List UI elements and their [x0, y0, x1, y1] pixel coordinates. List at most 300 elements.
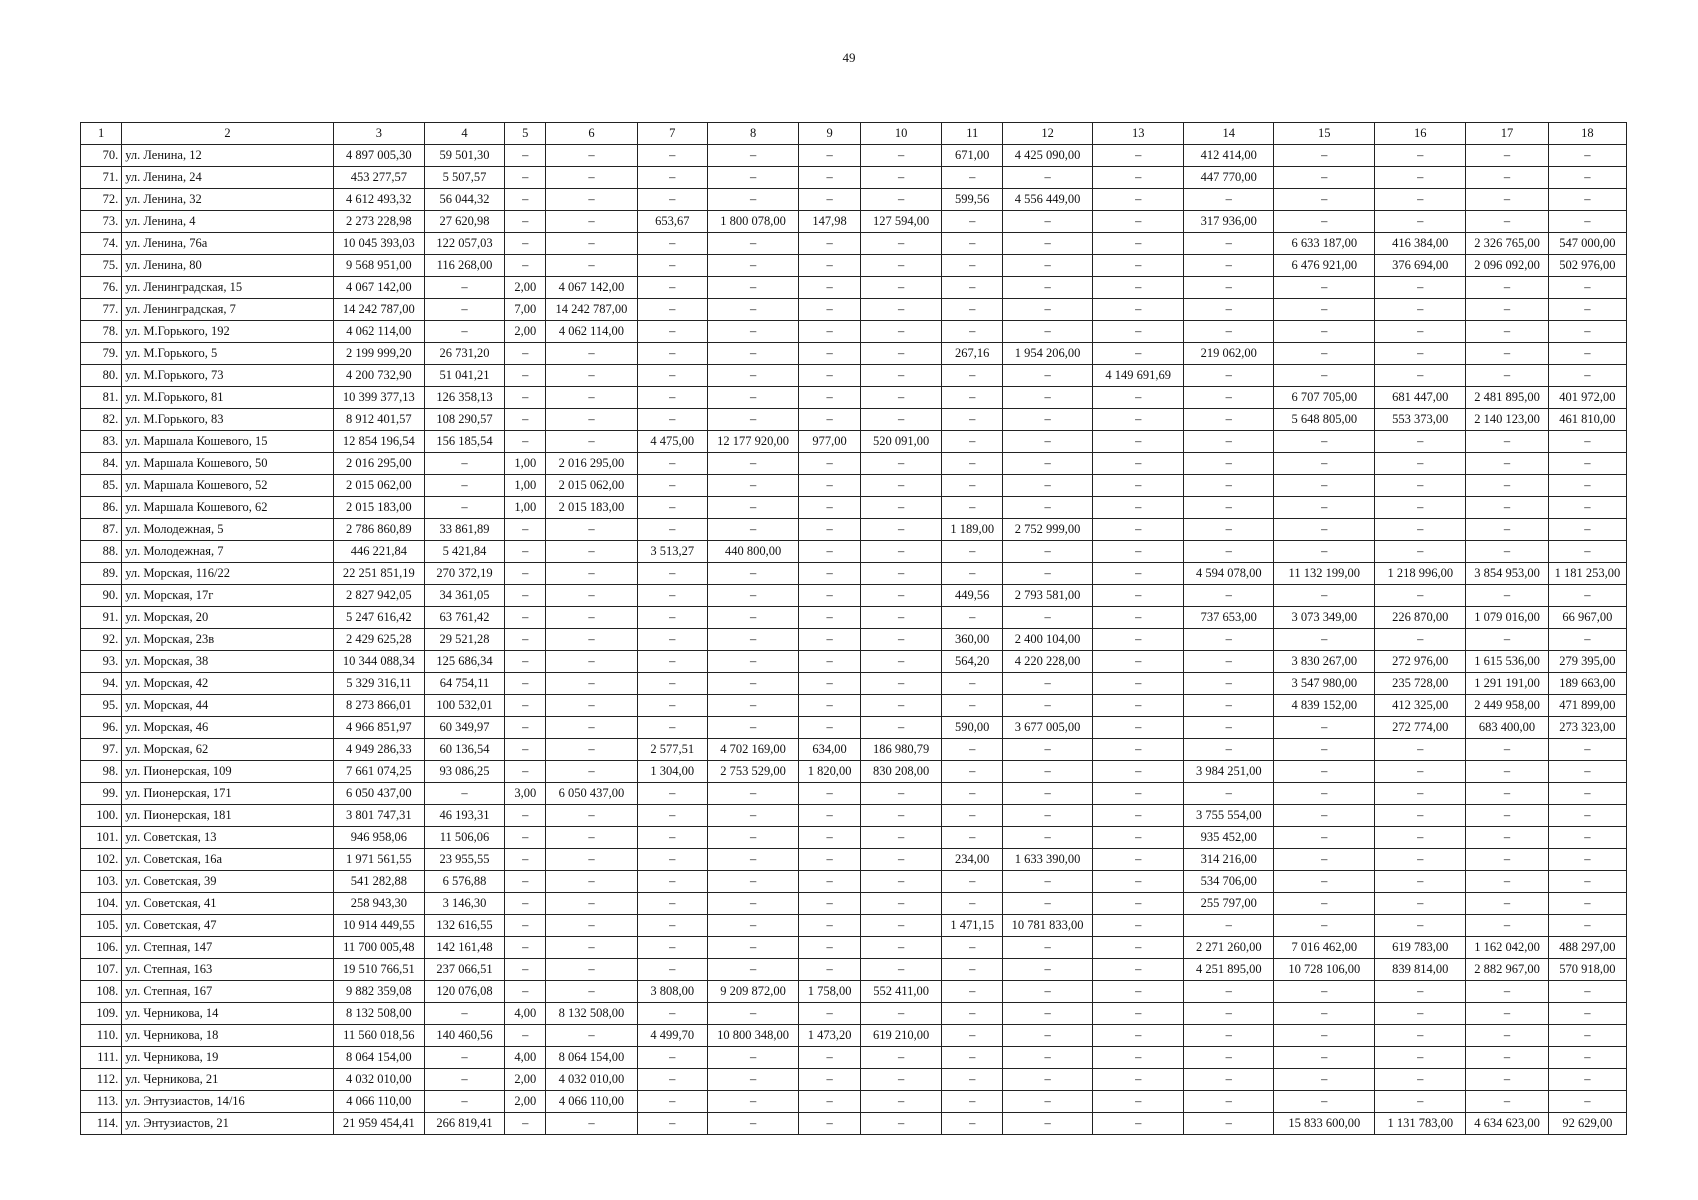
- value-cell: –: [637, 233, 708, 255]
- address-cell: ул. М.Горького, 192: [122, 321, 334, 343]
- row-number-cell: 70.: [81, 145, 122, 167]
- value-cell: –: [637, 937, 708, 959]
- value-cell: –: [799, 959, 861, 981]
- value-cell: –: [1093, 893, 1184, 915]
- value-cell: –: [1375, 1003, 1466, 1025]
- value-cell: –: [1375, 145, 1466, 167]
- column-number-header: 13: [1093, 123, 1184, 145]
- value-cell: –: [1003, 1113, 1093, 1135]
- value-cell: 8 064 154,00: [546, 1047, 637, 1069]
- value-cell: –: [1274, 915, 1375, 937]
- value-cell: 541 282,88: [333, 871, 424, 893]
- value-cell: –: [1375, 585, 1466, 607]
- table-row: [81, 981, 1627, 1003]
- value-cell: –: [1548, 805, 1626, 827]
- value-cell: –: [1003, 761, 1093, 783]
- value-cell: 255 797,00: [1184, 893, 1274, 915]
- value-cell: –: [637, 1003, 708, 1025]
- value-cell: 440 800,00: [708, 541, 799, 563]
- value-cell: –: [1274, 585, 1375, 607]
- value-cell: –: [1548, 893, 1626, 915]
- value-cell: –: [424, 277, 504, 299]
- value-cell: 1 971 561,55: [333, 849, 424, 871]
- value-cell: –: [1093, 1003, 1184, 1025]
- value-cell: –: [1184, 475, 1274, 497]
- value-cell: –: [1548, 783, 1626, 805]
- value-cell: –: [546, 343, 637, 365]
- value-cell: 7,00: [505, 299, 546, 321]
- value-cell: 4 149 691,69: [1093, 365, 1184, 387]
- address-cell: ул. Степная, 167: [122, 981, 334, 1003]
- value-cell: 453 277,57: [333, 167, 424, 189]
- row-number-cell: 108.: [81, 981, 122, 1003]
- value-cell: –: [424, 1091, 504, 1113]
- address-cell: ул. Морская, 17г: [122, 585, 334, 607]
- value-cell: 279 395,00: [1548, 651, 1626, 673]
- value-cell: 461 810,00: [1548, 409, 1626, 431]
- value-cell: –: [637, 563, 708, 585]
- value-cell: 4 062 114,00: [546, 321, 637, 343]
- value-cell: –: [637, 629, 708, 651]
- value-cell: –: [1548, 871, 1626, 893]
- value-cell: –: [637, 387, 708, 409]
- value-cell: 3 801 747,31: [333, 805, 424, 827]
- value-cell: 2 752 999,00: [1003, 519, 1093, 541]
- value-cell: –: [708, 1003, 799, 1025]
- value-cell: –: [1274, 145, 1375, 167]
- value-cell: 235 728,00: [1375, 673, 1466, 695]
- value-cell: –: [1548, 189, 1626, 211]
- value-cell: –: [546, 915, 637, 937]
- value-cell: –: [942, 937, 1003, 959]
- value-cell: 270 372,19: [424, 563, 504, 585]
- value-cell: 737 653,00: [1184, 607, 1274, 629]
- value-cell: –: [1375, 277, 1466, 299]
- value-cell: –: [799, 453, 861, 475]
- value-cell: –: [1274, 299, 1375, 321]
- value-cell: –: [1548, 915, 1626, 937]
- value-cell: 3 755 554,00: [1184, 805, 1274, 827]
- value-cell: –: [1548, 365, 1626, 387]
- value-cell: –: [799, 849, 861, 871]
- address-cell: ул. Морская, 38: [122, 651, 334, 673]
- value-cell: 8 273 866,01: [333, 695, 424, 717]
- value-cell: –: [1184, 299, 1274, 321]
- value-cell: –: [1093, 585, 1184, 607]
- value-cell: –: [637, 1113, 708, 1135]
- value-cell: –: [505, 387, 546, 409]
- value-cell: –: [1375, 343, 1466, 365]
- value-cell: –: [1184, 233, 1274, 255]
- value-cell: –: [942, 167, 1003, 189]
- value-cell: 977,00: [799, 431, 861, 453]
- value-cell: –: [546, 673, 637, 695]
- value-cell: –: [799, 871, 861, 893]
- address-cell: ул. Черникова, 19: [122, 1047, 334, 1069]
- value-cell: 11 132 199,00: [1274, 563, 1375, 585]
- value-cell: –: [942, 475, 1003, 497]
- value-cell: 4 556 449,00: [1003, 189, 1093, 211]
- value-cell: 570 918,00: [1548, 959, 1626, 981]
- value-cell: –: [799, 343, 861, 365]
- value-cell: –: [942, 959, 1003, 981]
- value-cell: –: [1548, 1069, 1626, 1091]
- value-cell: –: [1548, 453, 1626, 475]
- row-number-cell: 94.: [81, 673, 122, 695]
- value-cell: –: [1093, 1069, 1184, 1091]
- value-cell: –: [424, 497, 504, 519]
- value-cell: 1 162 042,00: [1466, 937, 1548, 959]
- address-cell: ул. Советская, 47: [122, 915, 334, 937]
- value-cell: 946 958,06: [333, 827, 424, 849]
- value-cell: –: [860, 937, 941, 959]
- column-number-header: 6: [546, 123, 637, 145]
- value-cell: –: [1093, 321, 1184, 343]
- value-cell: 446 221,84: [333, 541, 424, 563]
- row-number-cell: 106.: [81, 937, 122, 959]
- column-number-header: 16: [1375, 123, 1466, 145]
- table-row: [81, 387, 1627, 409]
- table-row: [81, 607, 1627, 629]
- value-cell: –: [505, 519, 546, 541]
- value-cell: 2 015 062,00: [333, 475, 424, 497]
- value-cell: 412 414,00: [1184, 145, 1274, 167]
- value-cell: 2 015 183,00: [546, 497, 637, 519]
- value-cell: –: [1093, 387, 1184, 409]
- value-cell: –: [546, 871, 637, 893]
- value-cell: –: [799, 563, 861, 585]
- value-cell: –: [505, 871, 546, 893]
- value-cell: –: [799, 1069, 861, 1091]
- column-number-header: 8: [708, 123, 799, 145]
- value-cell: –: [942, 739, 1003, 761]
- value-cell: 258 943,30: [333, 893, 424, 915]
- value-cell: –: [942, 541, 1003, 563]
- value-cell: –: [1184, 409, 1274, 431]
- value-cell: –: [1375, 1047, 1466, 1069]
- value-cell: –: [1184, 1047, 1274, 1069]
- value-cell: –: [942, 277, 1003, 299]
- value-cell: –: [1003, 937, 1093, 959]
- value-cell: –: [799, 497, 861, 519]
- value-cell: –: [546, 211, 637, 233]
- table-row: [81, 629, 1627, 651]
- value-cell: –: [1274, 541, 1375, 563]
- value-cell: –: [1093, 497, 1184, 519]
- value-cell: –: [799, 519, 861, 541]
- row-number-cell: 77.: [81, 299, 122, 321]
- address-cell: ул. Энтузиастов, 21: [122, 1113, 334, 1135]
- value-cell: –: [1003, 211, 1093, 233]
- value-cell: –: [708, 651, 799, 673]
- value-cell: 56 044,32: [424, 189, 504, 211]
- address-cell: ул. Маршала Кошевого, 15: [122, 431, 334, 453]
- value-cell: –: [1093, 827, 1184, 849]
- value-cell: 1,00: [505, 453, 546, 475]
- value-cell: 5 329 316,11: [333, 673, 424, 695]
- value-cell: 2 429 625,28: [333, 629, 424, 651]
- value-cell: 4 475,00: [637, 431, 708, 453]
- value-cell: 360,00: [942, 629, 1003, 651]
- value-cell: –: [505, 343, 546, 365]
- value-cell: –: [860, 959, 941, 981]
- value-cell: –: [860, 563, 941, 585]
- table-row: [81, 717, 1627, 739]
- row-number-cell: 74.: [81, 233, 122, 255]
- value-cell: –: [505, 255, 546, 277]
- value-cell: –: [799, 321, 861, 343]
- address-cell: ул. Ленина, 4: [122, 211, 334, 233]
- value-cell: 3 854 953,00: [1466, 563, 1548, 585]
- value-cell: –: [1184, 1069, 1274, 1091]
- value-cell: –: [424, 783, 504, 805]
- value-cell: 64 754,11: [424, 673, 504, 695]
- value-cell: 19 510 766,51: [333, 959, 424, 981]
- value-cell: 4 839 152,00: [1274, 695, 1375, 717]
- value-cell: 935 452,00: [1184, 827, 1274, 849]
- table-row: [81, 321, 1627, 343]
- value-cell: 5 648 805,00: [1274, 409, 1375, 431]
- value-cell: –: [505, 1113, 546, 1135]
- value-cell: –: [546, 1113, 637, 1135]
- value-cell: –: [708, 717, 799, 739]
- value-cell: –: [860, 277, 941, 299]
- value-cell: –: [1184, 431, 1274, 453]
- row-number-cell: 79.: [81, 343, 122, 365]
- column-number-header: 5: [505, 123, 546, 145]
- table-row: [81, 805, 1627, 827]
- value-cell: 2 326 765,00: [1466, 233, 1548, 255]
- table-row: [81, 563, 1627, 585]
- row-number-cell: 84.: [81, 453, 122, 475]
- value-cell: –: [799, 695, 861, 717]
- value-cell: –: [860, 409, 941, 431]
- row-number-cell: 107.: [81, 959, 122, 981]
- value-cell: –: [1184, 1003, 1274, 1025]
- value-cell: –: [1274, 783, 1375, 805]
- address-cell: ул. М.Горького, 5: [122, 343, 334, 365]
- value-cell: –: [637, 607, 708, 629]
- address-cell: ул. Пионерская, 109: [122, 761, 334, 783]
- value-cell: –: [708, 563, 799, 585]
- value-cell: –: [637, 453, 708, 475]
- value-cell: –: [1093, 805, 1184, 827]
- value-cell: –: [708, 365, 799, 387]
- value-cell: –: [942, 695, 1003, 717]
- address-cell: ул. Энтузиастов, 14/16: [122, 1091, 334, 1113]
- column-number-header: 1: [81, 123, 122, 145]
- value-cell: 2 827 942,05: [333, 585, 424, 607]
- value-cell: –: [505, 233, 546, 255]
- table-row: [81, 277, 1627, 299]
- value-cell: 60 349,97: [424, 717, 504, 739]
- value-cell: 317 936,00: [1184, 211, 1274, 233]
- value-cell: 8 064 154,00: [333, 1047, 424, 1069]
- value-cell: 63 761,42: [424, 607, 504, 629]
- value-cell: 120 076,08: [424, 981, 504, 1003]
- value-cell: –: [942, 321, 1003, 343]
- table-row: [81, 915, 1627, 937]
- value-cell: –: [1274, 211, 1375, 233]
- value-cell: –: [1466, 1047, 1548, 1069]
- value-cell: 653,67: [637, 211, 708, 233]
- value-cell: –: [546, 409, 637, 431]
- value-cell: –: [1274, 805, 1375, 827]
- value-cell: 5 247 616,42: [333, 607, 424, 629]
- value-cell: –: [942, 431, 1003, 453]
- value-cell: –: [860, 475, 941, 497]
- value-cell: –: [708, 1091, 799, 1113]
- value-cell: 4,00: [505, 1047, 546, 1069]
- address-cell: ул. М.Горького, 83: [122, 409, 334, 431]
- value-cell: –: [505, 937, 546, 959]
- value-cell: –: [546, 893, 637, 915]
- value-cell: –: [1548, 585, 1626, 607]
- value-cell: –: [1274, 321, 1375, 343]
- row-number-cell: 78.: [81, 321, 122, 343]
- value-cell: 226 870,00: [1375, 607, 1466, 629]
- value-cell: –: [799, 541, 861, 563]
- column-number-header: 18: [1548, 123, 1626, 145]
- value-cell: –: [799, 167, 861, 189]
- value-cell: –: [505, 651, 546, 673]
- value-cell: –: [708, 937, 799, 959]
- value-cell: –: [1274, 871, 1375, 893]
- value-cell: 9 209 872,00: [708, 981, 799, 1003]
- value-cell: 147,98: [799, 211, 861, 233]
- address-cell: ул. Молодежная, 7: [122, 541, 334, 563]
- value-cell: 1 473,20: [799, 1025, 861, 1047]
- row-number-cell: 97.: [81, 739, 122, 761]
- value-cell: –: [1548, 761, 1626, 783]
- row-number-cell: 102.: [81, 849, 122, 871]
- value-cell: –: [1003, 739, 1093, 761]
- table-row: [81, 761, 1627, 783]
- address-cell: ул. Ленина, 32: [122, 189, 334, 211]
- value-cell: –: [942, 409, 1003, 431]
- value-cell: 12 177 920,00: [708, 431, 799, 453]
- value-cell: 22 251 851,19: [333, 563, 424, 585]
- value-cell: –: [799, 1091, 861, 1113]
- value-cell: –: [1375, 1091, 1466, 1113]
- value-cell: 830 208,00: [860, 761, 941, 783]
- value-cell: 10 045 393,03: [333, 233, 424, 255]
- address-cell: ул. Пионерская, 181: [122, 805, 334, 827]
- value-cell: 3 677 005,00: [1003, 717, 1093, 739]
- value-cell: –: [637, 1091, 708, 1113]
- value-cell: –: [1375, 849, 1466, 871]
- value-cell: –: [1466, 739, 1548, 761]
- value-cell: –: [1093, 717, 1184, 739]
- value-cell: –: [505, 739, 546, 761]
- value-cell: –: [1184, 277, 1274, 299]
- value-cell: 127 594,00: [860, 211, 941, 233]
- table-row: [81, 167, 1627, 189]
- value-cell: –: [1466, 541, 1548, 563]
- value-cell: –: [1274, 827, 1375, 849]
- value-cell: –: [424, 299, 504, 321]
- value-cell: –: [1375, 321, 1466, 343]
- value-cell: –: [637, 409, 708, 431]
- value-cell: 590,00: [942, 717, 1003, 739]
- value-cell: –: [505, 981, 546, 1003]
- value-cell: 11 700 005,48: [333, 937, 424, 959]
- value-cell: 4 612 493,32: [333, 189, 424, 211]
- row-number-cell: 83.: [81, 431, 122, 453]
- value-cell: 1 954 206,00: [1003, 343, 1093, 365]
- value-cell: 6 707 705,00: [1274, 387, 1375, 409]
- value-cell: –: [942, 365, 1003, 387]
- value-cell: –: [1184, 629, 1274, 651]
- value-cell: 3,00: [505, 783, 546, 805]
- value-cell: 599,56: [942, 189, 1003, 211]
- value-cell: 2 016 295,00: [333, 453, 424, 475]
- value-cell: 1,00: [505, 475, 546, 497]
- value-cell: –: [942, 805, 1003, 827]
- value-cell: –: [1093, 475, 1184, 497]
- value-cell: –: [1466, 365, 1548, 387]
- value-cell: –: [1093, 937, 1184, 959]
- value-cell: –: [1466, 915, 1548, 937]
- column-number-header: 4: [424, 123, 504, 145]
- table-row: [81, 1091, 1627, 1113]
- value-cell: –: [860, 497, 941, 519]
- value-cell: –: [1548, 431, 1626, 453]
- value-cell: 2 753 529,00: [708, 761, 799, 783]
- value-cell: –: [546, 805, 637, 827]
- value-cell: –: [860, 453, 941, 475]
- value-cell: –: [1003, 893, 1093, 915]
- value-cell: –: [860, 321, 941, 343]
- value-cell: 4 702 169,00: [708, 739, 799, 761]
- value-cell: 2 015 183,00: [333, 497, 424, 519]
- value-cell: –: [1184, 1091, 1274, 1113]
- value-cell: –: [708, 409, 799, 431]
- value-cell: –: [1375, 431, 1466, 453]
- table-row: [81, 959, 1627, 981]
- value-cell: –: [505, 607, 546, 629]
- value-cell: 11 560 018,56: [333, 1025, 424, 1047]
- table-row: [81, 233, 1627, 255]
- table-row: [81, 695, 1627, 717]
- value-cell: 3 830 267,00: [1274, 651, 1375, 673]
- value-cell: –: [424, 1003, 504, 1025]
- value-cell: –: [505, 211, 546, 233]
- value-cell: –: [860, 849, 941, 871]
- table-row: [81, 827, 1627, 849]
- value-cell: –: [505, 959, 546, 981]
- value-cell: –: [1466, 893, 1548, 915]
- value-cell: –: [942, 1113, 1003, 1135]
- value-cell: –: [1093, 431, 1184, 453]
- value-cell: 1 189,00: [942, 519, 1003, 541]
- row-number-cell: 87.: [81, 519, 122, 541]
- column-number-header: 9: [799, 123, 861, 145]
- value-cell: 1 633 390,00: [1003, 849, 1093, 871]
- value-cell: –: [708, 233, 799, 255]
- row-number-cell: 91.: [81, 607, 122, 629]
- value-cell: –: [1093, 981, 1184, 1003]
- value-cell: –: [505, 189, 546, 211]
- value-cell: –: [1274, 277, 1375, 299]
- value-cell: –: [1466, 849, 1548, 871]
- value-cell: –: [1466, 189, 1548, 211]
- value-cell: –: [1274, 519, 1375, 541]
- value-cell: –: [1093, 761, 1184, 783]
- value-cell: –: [1466, 585, 1548, 607]
- value-cell: –: [1548, 321, 1626, 343]
- value-cell: –: [1003, 783, 1093, 805]
